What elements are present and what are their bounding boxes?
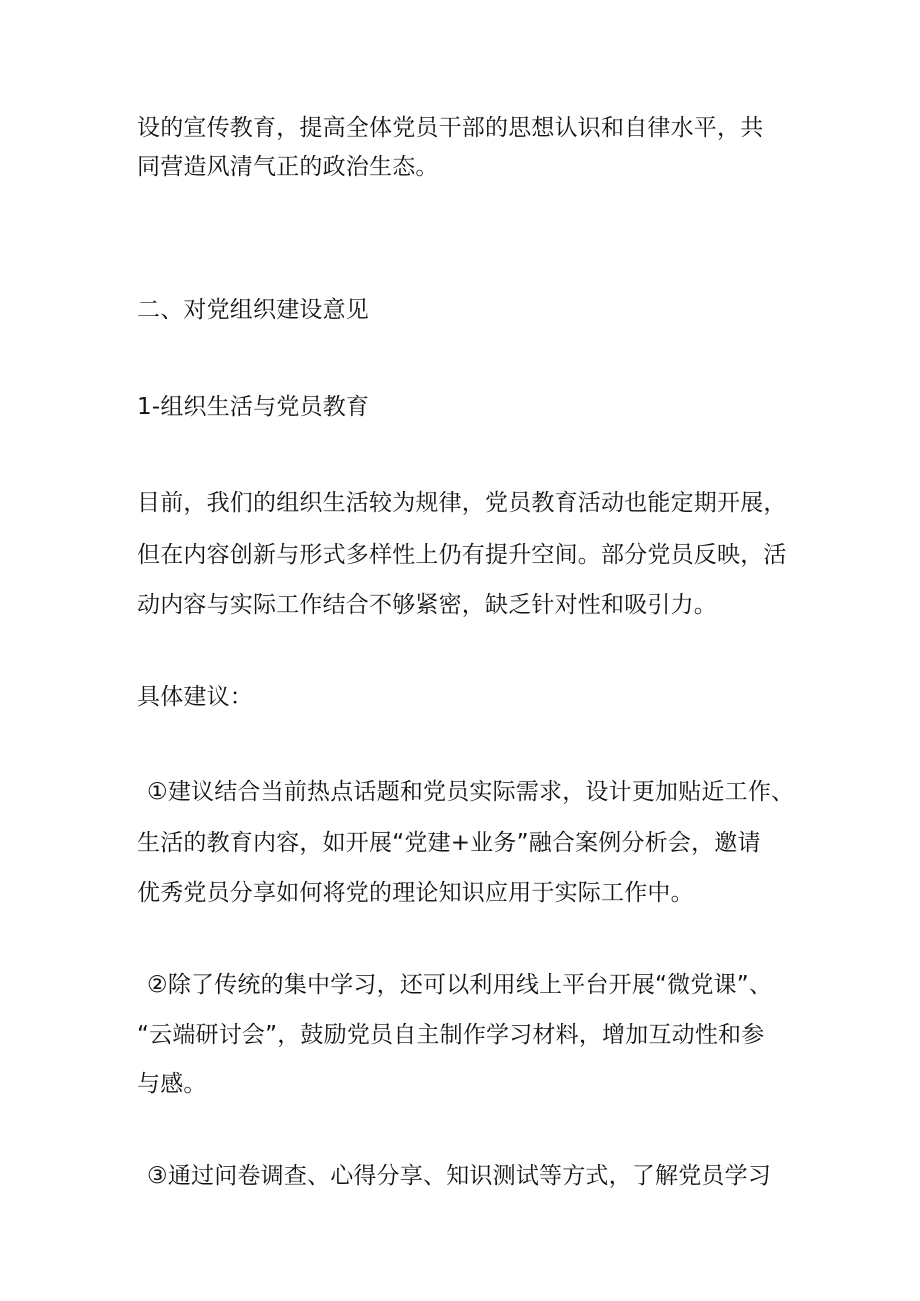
intro-line-2: 同营造风清气正的政治生态。 — [137, 154, 439, 180]
intro-line-1: 设的宣传教育，提高全体党员干部的思想认识和自律水平，共 — [137, 115, 764, 141]
body-line-3: 动内容与实际工作结合不够紧密，缺乏针对性和吸引力。 — [137, 592, 717, 618]
suggestion-2-line-1: ②除了传统的集中学习，还可以利用线上平台开展“微党课”、 — [147, 972, 773, 998]
suggestion-2-line-2: “云端研讨会”，鼓励党员自主制作学习材料，增加互动性和参 — [137, 1022, 765, 1048]
suggestion-1-line-1: ①建议结合当前热点话题和党员实际需求，设计更加贴近工作、 — [147, 779, 795, 805]
suggestion-3-line-1: ③通过问卷调查、心得分享、知识测试等方式，了解党员学习 — [147, 1163, 772, 1189]
suggestions-label: 具体建议： — [137, 684, 253, 710]
subsection-heading: 1-组织生活与党员教育 — [137, 394, 370, 420]
body-line-1: 目前，我们的组织生活较为规律，党员教育活动也能定期开展， — [137, 490, 787, 516]
suggestion-1-line-2: 生活的教育内容，如开展“党建+业务”融合案例分析会，邀请 — [137, 830, 761, 856]
suggestion-1-line-3: 优秀党员分享如何将党的理论知识应用于实际工作中。 — [137, 880, 694, 906]
section-heading: 二、对党组织建设意见 — [137, 297, 369, 323]
suggestion-2-line-3: 与感。 — [137, 1071, 207, 1097]
body-line-2: 但在内容创新与形式多样性上仍有提升空间。部分党员反映，活 — [137, 542, 787, 568]
